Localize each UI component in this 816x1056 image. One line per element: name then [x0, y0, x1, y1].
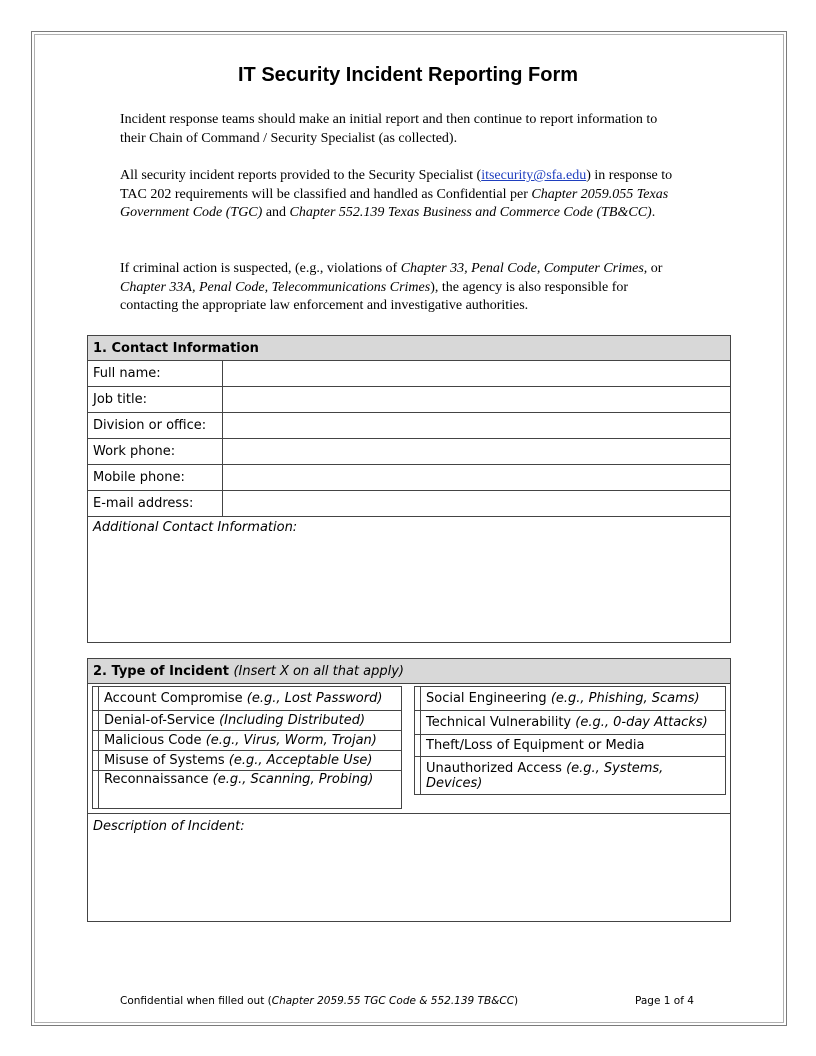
option-example: (e.g., Phishing, Scams) [550, 691, 700, 706]
intro-paragraph-3 [120, 260, 685, 316]
option-label: Account Compromise [104, 691, 247, 706]
footer-reference: Chapter 2059.55 TGC Code & 552.139 TB&CC [271, 995, 515, 1007]
job-title-field[interactable] [223, 387, 731, 413]
p3-text-a: If criminal action is suspected, (e.g., violations of [120, 261, 401, 276]
option-theft-loss [421, 735, 726, 757]
incident-options-right [414, 686, 726, 795]
incident-description-field[interactable]: Description of Incident: [88, 814, 731, 922]
option-example: (e.g., Systems, Devices) [426, 760, 664, 791]
job-title-label: Job title: [88, 387, 223, 413]
contact-section-header: 1. Contact Information [88, 336, 731, 361]
option-social-engineering [421, 687, 726, 711]
intro-paragraph-2 [120, 167, 685, 223]
option-malicious-code [99, 731, 402, 751]
footer-close: ) [514, 995, 519, 1007]
option-label: Technical Vulnerability [426, 715, 576, 730]
option-label: Social Engineering [426, 691, 551, 706]
option-misuse-of-systems [99, 751, 402, 771]
contact-information-table [87, 335, 731, 643]
p3-ch33a-ref: Chapter 33A, Penal Code, Telecommunications Crimes [120, 279, 431, 295]
form-title: IT Security Incident Reporting Form [237, 64, 579, 86]
p2-tgc-ref: Chapter 2059.055 Texas Government Code (TGC) [120, 186, 669, 220]
full-name-field[interactable] [223, 361, 731, 387]
option-example: (e.g., 0-day Attacks) [575, 715, 708, 730]
option-account-compromise [99, 687, 402, 711]
incident-options [88, 684, 730, 813]
additional-contact-field[interactable]: Additional Contact Information: [88, 517, 731, 643]
division-label: Division or office: [88, 413, 223, 439]
option-label: Malicious Code [104, 733, 206, 748]
full-name-label: Full name: [88, 361, 223, 387]
incident-options-cell [88, 684, 731, 814]
intro-paragraph-1: Incident response teams should make an initial report and then continue to report information to their Chain of Command / Security Specialist (as collected). [120, 112, 658, 146]
email-field[interactable] [223, 491, 731, 517]
option-example: (e.g., Acceptable Use) [228, 753, 373, 768]
option-example: (Including Distributed) [219, 713, 366, 728]
p3-text-c: , or [643, 261, 663, 276]
incident-header-label: 2. Type of Incident [93, 663, 229, 679]
security-email-link[interactable]: itsecurity@sfa.edu [481, 168, 587, 183]
option-label: Theft/Loss of Equipment or Media [426, 738, 645, 753]
page-footer [120, 995, 518, 1007]
p2-text-a: All security incident reports provided to the Security Specialist ( [120, 168, 482, 183]
email-label: E-mail address: [88, 491, 223, 517]
incident-options-left [92, 686, 402, 809]
option-example: (e.g., Virus, Worm, Trojan) [205, 733, 377, 748]
option-label: Unauthorized Access [426, 760, 567, 776]
division-field[interactable] [223, 413, 731, 439]
p3-ch33-ref: Chapter 33, Penal Code, Computer Crimes [400, 261, 644, 276]
p2-text-b: ) in response to TAC 202 requirements will be classified and handled as Confidential per [120, 168, 673, 202]
option-technical-vulnerability [421, 711, 726, 735]
option-label: Denial-of-Service [104, 713, 220, 728]
p3-text-e: ), the agency is also responsible for contacting the appropriate law enforcement and investigative authorities. [120, 279, 629, 313]
incident-header-note: (Insert X on all that apply) [233, 663, 405, 679]
page-number: Page 1 of 4 [635, 995, 694, 1007]
p2-text-f: . [651, 205, 656, 220]
incident-section-header [88, 659, 731, 684]
p2-tbcc-ref: Chapter 552.139 Texas Business and Commerce Code (TB&CC) [289, 205, 652, 220]
option-label: Misuse of Systems [104, 753, 229, 768]
option-label: Reconnaissance [104, 772, 213, 787]
footer-text: Confidential when filled out ( [120, 995, 272, 1007]
p2-text-d: and [262, 205, 290, 220]
option-example: (e.g., Scanning, Probing) [212, 772, 374, 787]
option-denial-of-service [99, 711, 402, 731]
option-reconnaissance [99, 771, 402, 809]
work-phone-field[interactable] [223, 439, 731, 465]
option-unauthorized-access [421, 757, 726, 795]
option-example: (e.g., Lost Password) [246, 691, 383, 706]
mobile-phone-label: Mobile phone: [88, 465, 223, 491]
work-phone-label: Work phone: [88, 439, 223, 465]
incident-type-table [87, 658, 731, 922]
mobile-phone-field[interactable] [223, 465, 731, 491]
